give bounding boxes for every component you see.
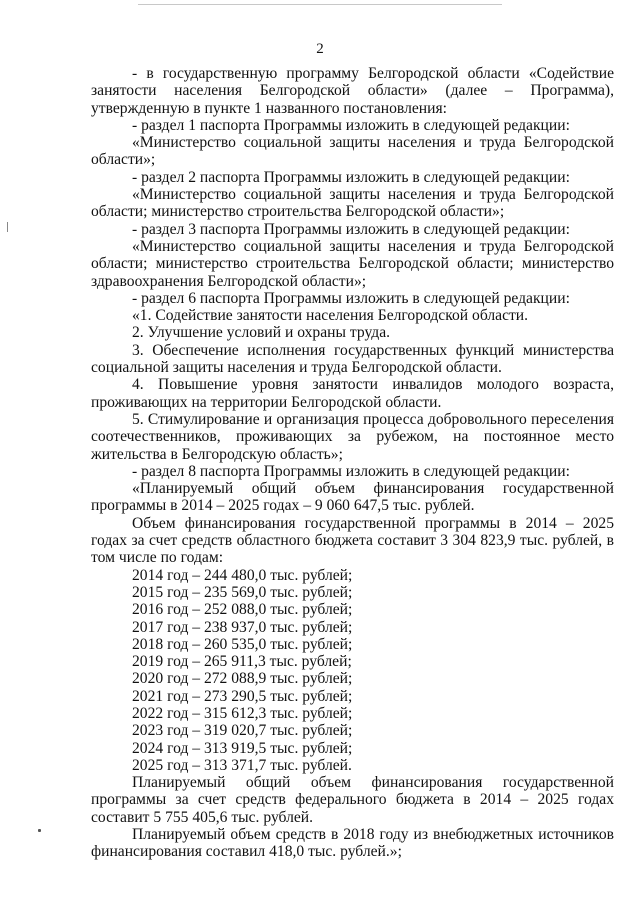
document-body [91,65,614,861]
paragraph-section-3-text: «Министерство социальной защиты населения и труда Белгородской области; министерство строительства Белгородской области; министерство здравоохранения Белгородской области»; [91,237,614,290]
paragraph-task-5: 5. Стимулирование и организация процесса добровольного переселения соотечественников, проживающих за рубежом, на постоянное место жительства в Белгородскую область»; [91,410,614,463]
paragraph-section-8-heading: - раздел 8 паспорта Программы изложить в следующей редакции: [132,462,570,480]
year-item-2014: 2014 год – 244 480,0 тыс. рублей; [132,566,353,584]
yearly-funding-list [91,567,614,775]
paragraph-section-1-text: «Министерство социальной защиты населения и труда Белгородской области»; [91,134,614,169]
paragraph-section-2-text: «Министерство социальной защиты населения и труда Белгородской области; министерство строительства Белгородской области»; [91,186,614,221]
year-item-2016: 2016 год – 252 088,0 тыс. рублей; [132,601,353,619]
page-number: 2 [316,41,324,57]
year-item-2021: 2021 год – 273 290,5 тыс. рублей; [132,687,353,705]
year-item-2020: 2020 год – 272 088,9 тыс. рублей; [132,670,353,688]
year-item-2017: 2017 год – 238 937,0 тыс. рублей; [132,618,353,636]
paragraph-task-4: 4. Повышение уровня занятости инвалидов молодого возраста, проживающих на территории Белгородской области. [91,376,614,411]
year-item-2019: 2019 год – 265 911,3 тыс. рублей; [132,653,352,671]
paragraph-extrabudgetary-funding: Планируемый объем средств в 2018 году из внебюджетных источников финансирования составил 418,0 тыс. рублей.»; [91,826,614,861]
paragraph-regional-funding: Объем финансирования государственной программы в 2014 – 2025 годах за счет средств областного бюджета составит 3 304 823,9 тыс. рублей, в том числе по годам: [91,514,614,567]
year-item-2018: 2018 год – 260 535,0 тыс. рублей; [132,635,353,653]
paragraph-section-6-heading: - раздел 6 паспорта Программы изложить в следующей редакции: [132,289,570,307]
year-item-2023: 2023 год – 319 020,7 тыс. рублей; [132,722,353,740]
paragraph-section-2-heading: - раздел 2 паспорта Программы изложить в следующей редакции: [132,168,570,186]
year-item-2022: 2022 год – 315 612,3 тыс. рублей; [132,704,353,722]
paragraph-task-2: 2. Улучшение условий и охраны труда. [132,324,391,342]
paragraph-program-amendment: - в государственную программу Белгородской области «Содействие занятости населения Белгородской области» (далее – Программа), утвержденную в пункте 1 названного постановления: [91,65,614,117]
paragraph-section-1-heading: - раздел 1 паспорта Программы изложить в следующей редакции: [132,116,570,134]
year-item-2024: 2024 год – 313 919,5 тыс. рублей; [132,739,353,757]
paragraph-total-funding: «Планируемый общий объем финансирования государственной программы в 2014 – 2025 годах – 9 060 647,5 тыс. рублей. [91,480,614,515]
scan-speck [38,829,41,832]
paragraph-task-3: 3. Обеспечение исполнения государственных функций министерства социальной защиты населения и труда Белгородской области. [91,341,614,377]
binding-mark [7,222,8,232]
top-edge-line [138,4,502,5]
year-item-2025: 2025 год – 313 371,7 тыс. рублей. [132,756,352,774]
paragraph-federal-funding: Планируемый общий объем финансирования государственной программы за счет средств федерального бюджета в 2014 – 2025 годах составит 5 755 405,6 тыс. рублей. [91,774,614,826]
year-item-2015: 2015 год – 235 569,0 тыс. рублей; [132,583,353,601]
paragraph-section-3-heading: - раздел 3 паспорта Программы изложить в следующей редакции: [132,220,570,238]
paragraph-task-1: «1. Содействие занятости населения Белгородской области. [132,307,529,325]
